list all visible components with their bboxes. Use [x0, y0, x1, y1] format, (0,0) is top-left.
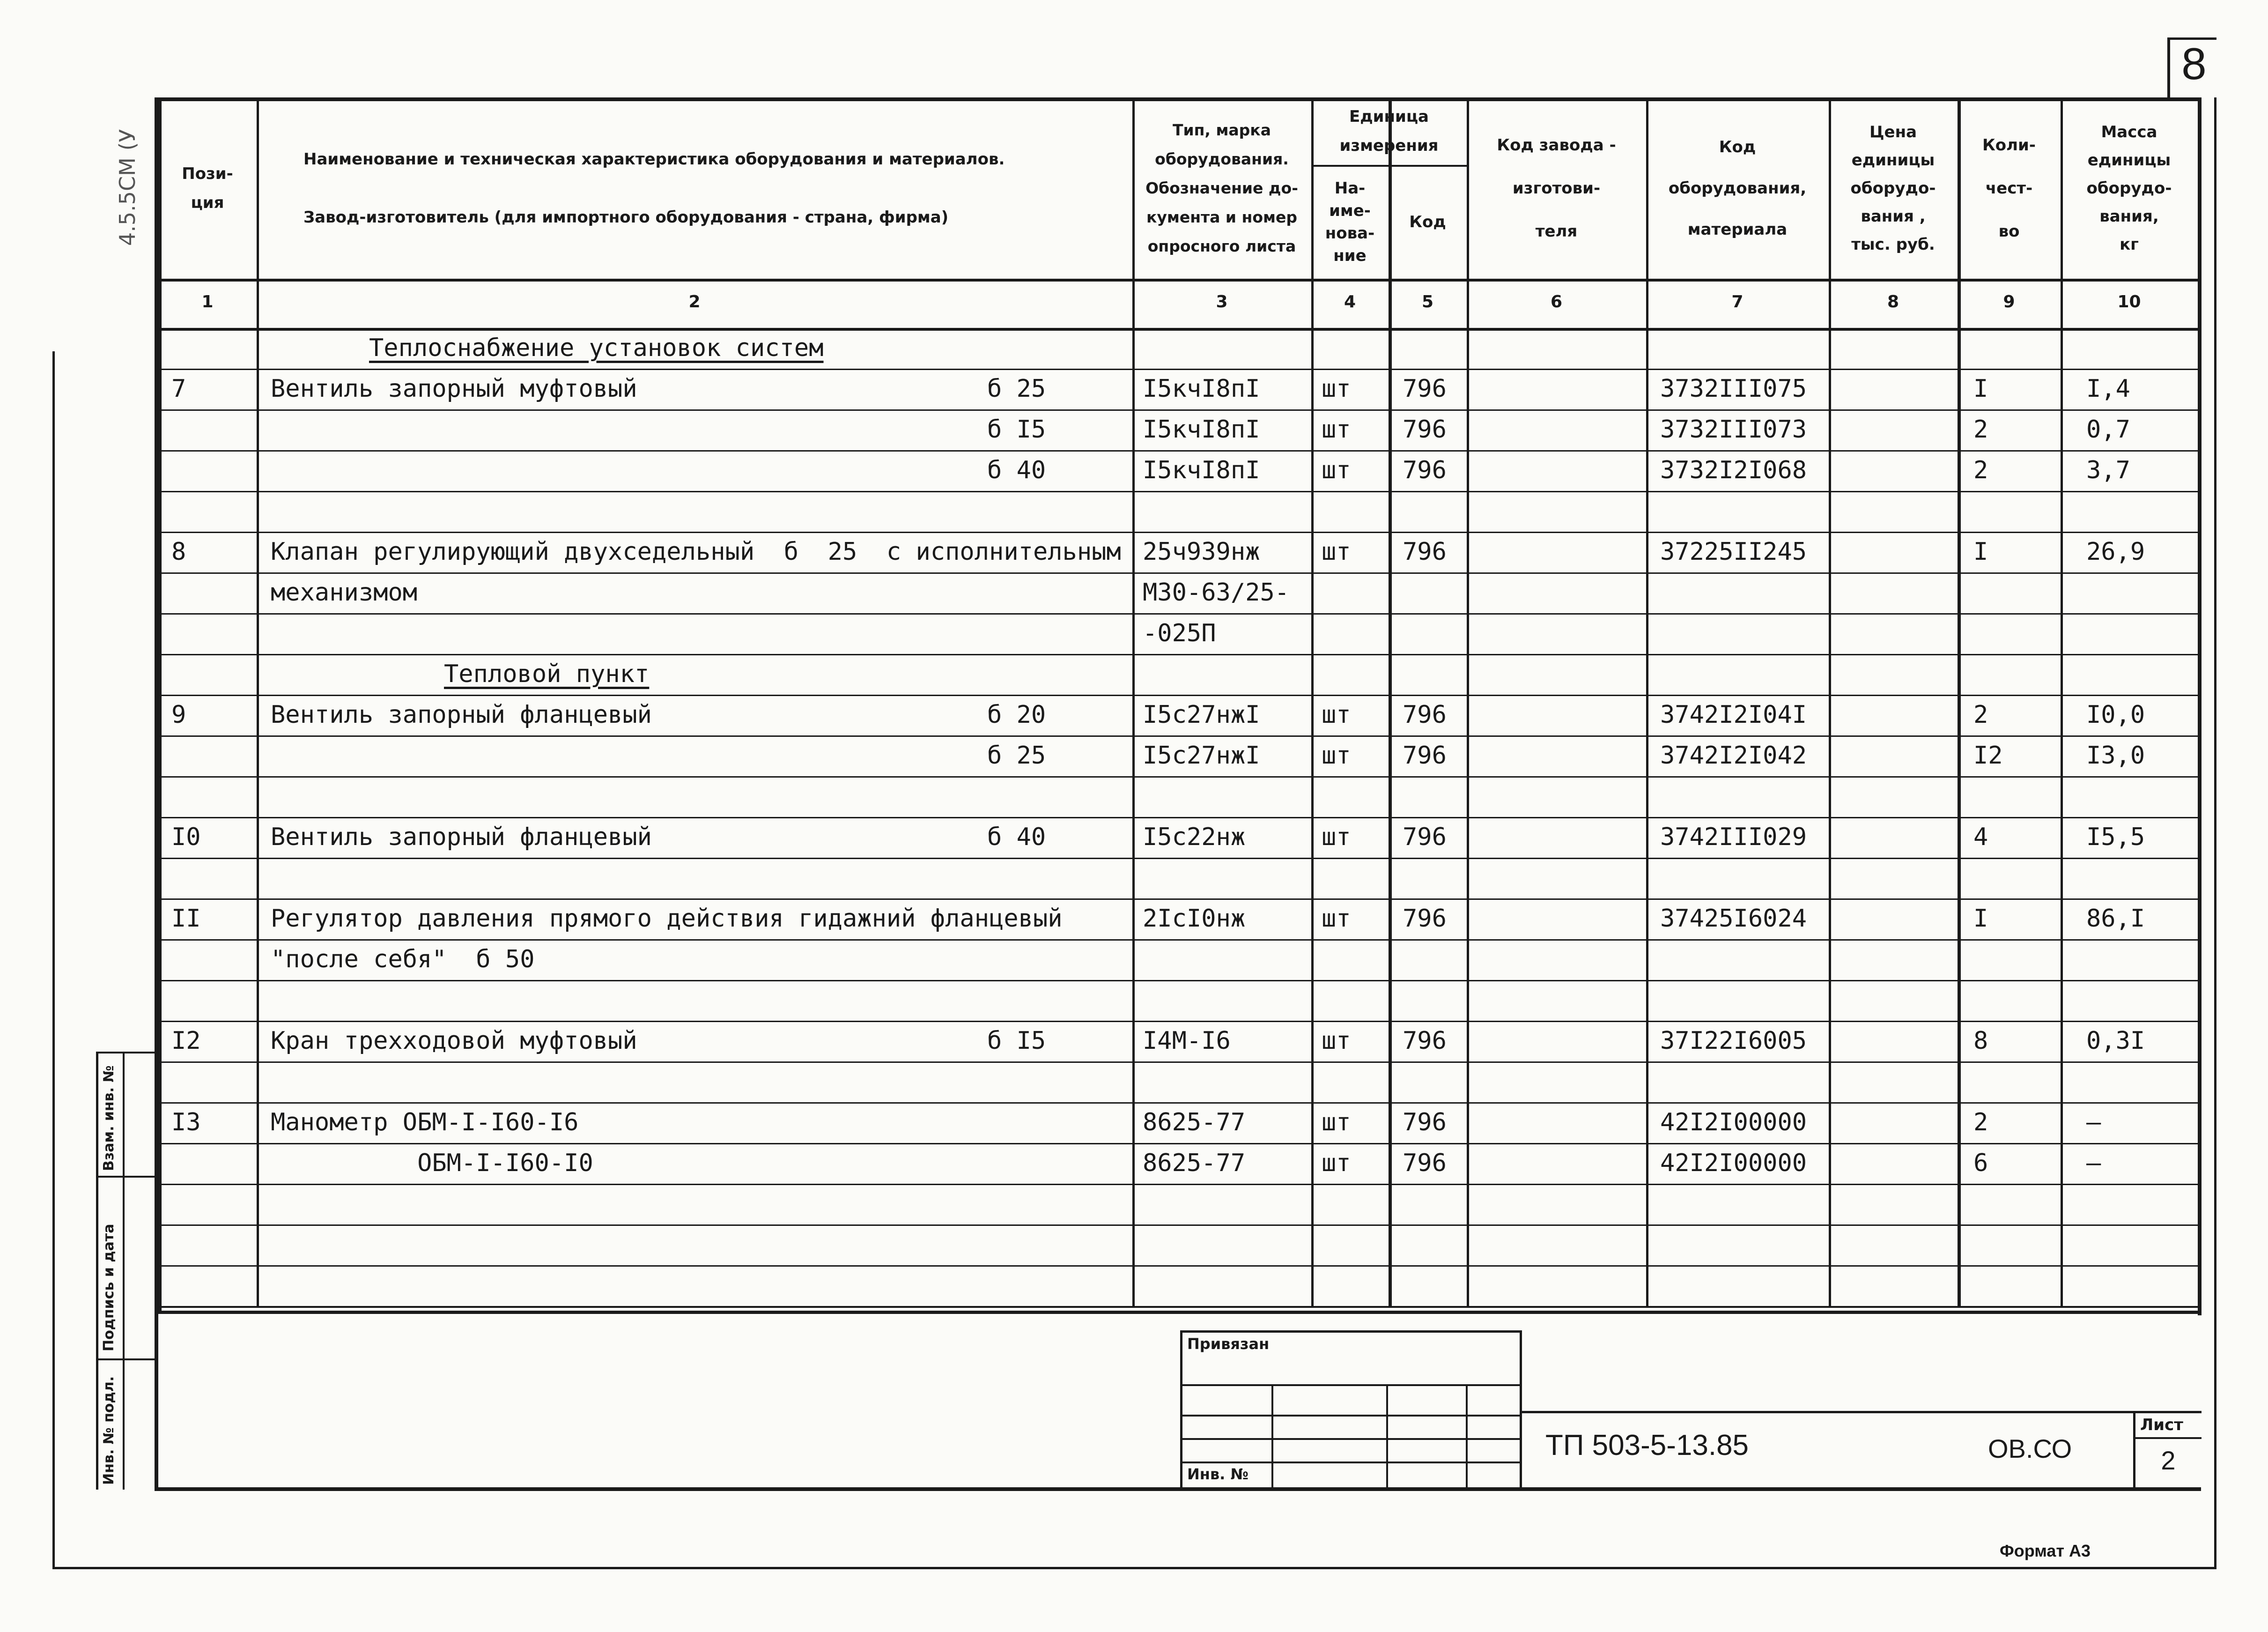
cell-qty: 4: [1973, 823, 1988, 851]
column-number: 5: [1421, 292, 1434, 312]
side-strip-inner: [123, 1052, 125, 1490]
stamp-box-right: [1520, 1330, 1522, 1490]
format-label: Формат А3: [2000, 1541, 2091, 1560]
cell-qty: I2: [1973, 742, 2003, 770]
cell-ucode: 796: [1403, 538, 1447, 566]
header-c8: Цена единицы оборудо- вания , тыс. руб.: [1850, 122, 1936, 254]
sheet-box-left: [2133, 1411, 2135, 1491]
cell-mass: 86,I: [2086, 905, 2145, 933]
cell-code: 3742I2I042: [1660, 742, 1807, 770]
cell-pos: 8: [171, 538, 186, 566]
section-heading: Теплоснабжение установок систем: [369, 334, 824, 362]
cell-mass: I,4: [2086, 375, 2130, 403]
column-number: 10: [2117, 292, 2141, 312]
stamp-inv-label: Инв. №: [1187, 1465, 1249, 1483]
stamp-top-line: [157, 1311, 2202, 1314]
header-c1: Пози- ция: [182, 164, 233, 212]
side-strip-div1: [96, 1176, 157, 1178]
cell-ucode: 796: [1403, 1027, 1447, 1055]
cell-mass: –: [2086, 1108, 2101, 1136]
stamp-title-line: [1520, 1411, 2202, 1413]
header-c2: Наименование и техническая характеристика оборудования и материалов. Завод-изготовитель (для импортного оборудования - страна, фирма): [303, 149, 1005, 227]
stamp-box-left: [1180, 1330, 1182, 1490]
stamp-sheet-number: 2: [2161, 1446, 2176, 1475]
header-c3: Тип, марка оборудования. Обозначение до- кумента и номер опросного листа: [1145, 120, 1298, 255]
margin-note: 4.5.5СМ (У: [115, 129, 140, 246]
cell-name: Клапан регулирующий двухседельный б 25 с исполнительным: [271, 538, 1121, 566]
cell-mass: 3,7: [2086, 456, 2130, 484]
cell-ucode: 796: [1403, 823, 1447, 851]
cell-ucode: 796: [1403, 456, 1447, 484]
cell-ucode: 796: [1403, 1108, 1447, 1136]
header-c6: Код завода - изготови- теля: [1497, 135, 1616, 241]
side-strip-top: [96, 1052, 157, 1053]
cell-qty: 2: [1973, 1108, 1988, 1136]
cell-unit: шт: [1322, 701, 1351, 729]
cell-type: I4М-I6: [1143, 1027, 1231, 1055]
sheet-corner-number: 8: [2181, 39, 2207, 89]
stamp-sheet-label: Лист: [2140, 1416, 2183, 1434]
cell-type: I5кчI8пI: [1143, 456, 1260, 484]
cell-ucode: 796: [1403, 1149, 1447, 1177]
side-label-inv-podl: Инв. № подл.: [101, 1376, 117, 1485]
cell-code: 3742III029: [1660, 823, 1807, 851]
cell-type: -025П: [1143, 619, 1216, 647]
cell-unit: шт: [1322, 538, 1351, 566]
stamp-line-2: [1180, 1415, 1522, 1417]
cell-qty: 2: [1973, 415, 1988, 444]
header-c10: Масса единицы оборудо- вания, кг: [2086, 122, 2172, 254]
frame-bottom: [155, 1487, 2201, 1491]
column-number: 9: [2003, 292, 2015, 312]
cell-pos: I3: [171, 1108, 201, 1136]
cell-code: 37225II245: [1660, 538, 1807, 566]
cell-qty: 2: [1973, 701, 1988, 729]
cell-type: 2IсI0нж: [1143, 905, 1246, 933]
cell-type: I5с22нж: [1143, 823, 1246, 851]
cell-name: Вентиль запорный фланцевый: [271, 701, 652, 729]
stamp-privyazan-label: Привязан: [1187, 1335, 1270, 1353]
cell-unit: шт: [1322, 1108, 1351, 1136]
row-line: [158, 776, 2200, 778]
cell-ucode: 796: [1403, 905, 1447, 933]
stamp-code: ОВ.СО: [1988, 1434, 2072, 1463]
cell-unit: шт: [1322, 1149, 1351, 1177]
cell-type: М30-63/25-: [1143, 579, 1290, 607]
cell-ucode: 796: [1403, 701, 1447, 729]
column-number: 7: [1731, 292, 1743, 312]
stamp-box-top: [1180, 1330, 1522, 1333]
cell-dn: б 40: [987, 823, 1046, 851]
cell-mass: 0,7: [2086, 415, 2130, 444]
section-heading: Тепловой пункт: [444, 660, 650, 688]
cell-dn: б I5: [987, 415, 1046, 444]
cell-type: 8625-77: [1143, 1149, 1246, 1177]
cell-unit: шт: [1322, 1027, 1351, 1055]
header-unit-group: Единица измерения: [1339, 107, 1439, 155]
cell-unit: шт: [1322, 742, 1351, 770]
column-number: 2: [688, 292, 701, 312]
row-line: [158, 491, 2200, 492]
stamp-line-4: [1180, 1461, 1522, 1463]
cell-qty: I: [1973, 375, 1988, 403]
cell-mass: 0,3I: [2086, 1027, 2145, 1055]
cell-dn: б 25: [987, 375, 1046, 403]
column-number: 3: [1216, 292, 1228, 312]
outer-bottom: [52, 1567, 2216, 1569]
cell-type: I5кчI8пI: [1143, 415, 1260, 444]
frame-left: [155, 97, 158, 1491]
header-c4: На- име- нова- ние: [1325, 178, 1375, 265]
cell-code: 37I22I6005: [1660, 1027, 1807, 1055]
cell-name: механизмом: [271, 579, 418, 607]
cell-name: Вентиль запорный фланцевый: [271, 823, 652, 851]
cell-type: 25ч939нж: [1143, 538, 1260, 566]
cell-code: 42I2I00000: [1660, 1149, 1807, 1177]
row-line: [158, 1061, 2200, 1063]
side-strip-left: [96, 1052, 98, 1490]
cell-dn: б I5: [987, 1027, 1046, 1055]
cell-code: 37425I6024: [1660, 905, 1807, 933]
cell-code: 42I2I00000: [1660, 1108, 1807, 1136]
cell-code: 3732III075: [1660, 375, 1807, 403]
cell-type: I5с27нжI: [1143, 742, 1260, 770]
cell-qty: 8: [1973, 1027, 1988, 1055]
header-c9: Коли- чест- во: [1982, 135, 2036, 241]
cell-name: "после себя" б 50: [271, 945, 535, 973]
cell-mass: 26,9: [2086, 538, 2145, 566]
cell-dn: б 25: [987, 742, 1046, 770]
column-number: 8: [1887, 292, 1899, 312]
cell-pos: 9: [171, 701, 186, 729]
row-line: [158, 1184, 2200, 1185]
cell-pos: I2: [171, 1027, 201, 1055]
side-label-podpis: Подпись и дата: [101, 1224, 117, 1351]
column-number: 4: [1344, 292, 1356, 312]
table-bottom-line: [158, 1306, 2200, 1308]
cell-unit: шт: [1322, 415, 1351, 444]
outer-left: [52, 351, 55, 1569]
column-number: 1: [201, 292, 214, 312]
column-number: 6: [1550, 292, 1563, 312]
cell-mass: I3,0: [2086, 742, 2145, 770]
cell-code: 3742I2I04I: [1660, 701, 1807, 729]
cell-code: 3732III073: [1660, 415, 1807, 444]
cell-name: Кран трехходовой муфтовый: [271, 1027, 637, 1055]
cell-mass: I0,0: [2086, 701, 2145, 729]
cell-unit: шт: [1322, 456, 1351, 484]
outer-right: [2214, 97, 2216, 1569]
cell-qty: 6: [1973, 1149, 1988, 1177]
cell-dn: б 40: [987, 456, 1046, 484]
cell-qty: 2: [1973, 456, 1988, 484]
cell-name: Манометр ОБМ-I-I60-I6: [271, 1108, 579, 1136]
cell-name: Вентиль запорный муфтовый: [271, 375, 637, 403]
cell-ucode: 796: [1403, 375, 1447, 403]
row-line: [158, 1265, 2200, 1267]
stamp-designation: ТП 503-5-13.85: [1545, 1429, 1749, 1461]
cell-qty: I: [1973, 905, 1988, 933]
stamp-line-1: [1180, 1384, 1522, 1386]
stamp-line-3: [1180, 1438, 1522, 1440]
cell-name: Регулятор давления прямого действия гидажний фланцевый: [271, 905, 1063, 933]
side-strip-div2: [96, 1358, 157, 1360]
cell-ucode: 796: [1403, 415, 1447, 444]
corner-box-left: [2167, 37, 2170, 98]
stamp-vline-2: [1386, 1384, 1388, 1490]
header-c7: Код оборудования, материала: [1668, 137, 1807, 239]
cell-pos: II: [171, 905, 201, 933]
cell-type: I5кчI8пI: [1143, 375, 1260, 403]
header-c5: Код: [1409, 212, 1446, 231]
cell-qty: I: [1973, 538, 1988, 566]
cell-unit: шт: [1322, 823, 1351, 851]
cell-name: ОБМ-I-I60-I0: [271, 1149, 593, 1177]
cell-dn: б 20: [987, 701, 1046, 729]
cell-ucode: 796: [1403, 742, 1447, 770]
cell-code: 3732I2I068: [1660, 456, 1807, 484]
row-line: [158, 1224, 2200, 1226]
row-line: [158, 858, 2200, 859]
cell-pos: I0: [171, 823, 201, 851]
stamp-vline-1: [1271, 1384, 1273, 1490]
cell-mass: I5,5: [2086, 823, 2145, 851]
cell-mass: –: [2086, 1149, 2101, 1177]
row-line: [158, 980, 2200, 981]
cell-type: 8625-77: [1143, 1108, 1246, 1136]
cell-type: I5с27нжI: [1143, 701, 1260, 729]
stamp-vline-3: [1466, 1384, 1468, 1490]
cell-pos: 7: [171, 375, 186, 403]
cell-unit: шт: [1322, 375, 1351, 403]
cell-unit: шт: [1322, 905, 1351, 933]
side-label-vzam: Взам. инв. №: [101, 1065, 117, 1171]
sheet-box-mid: [2133, 1437, 2202, 1439]
